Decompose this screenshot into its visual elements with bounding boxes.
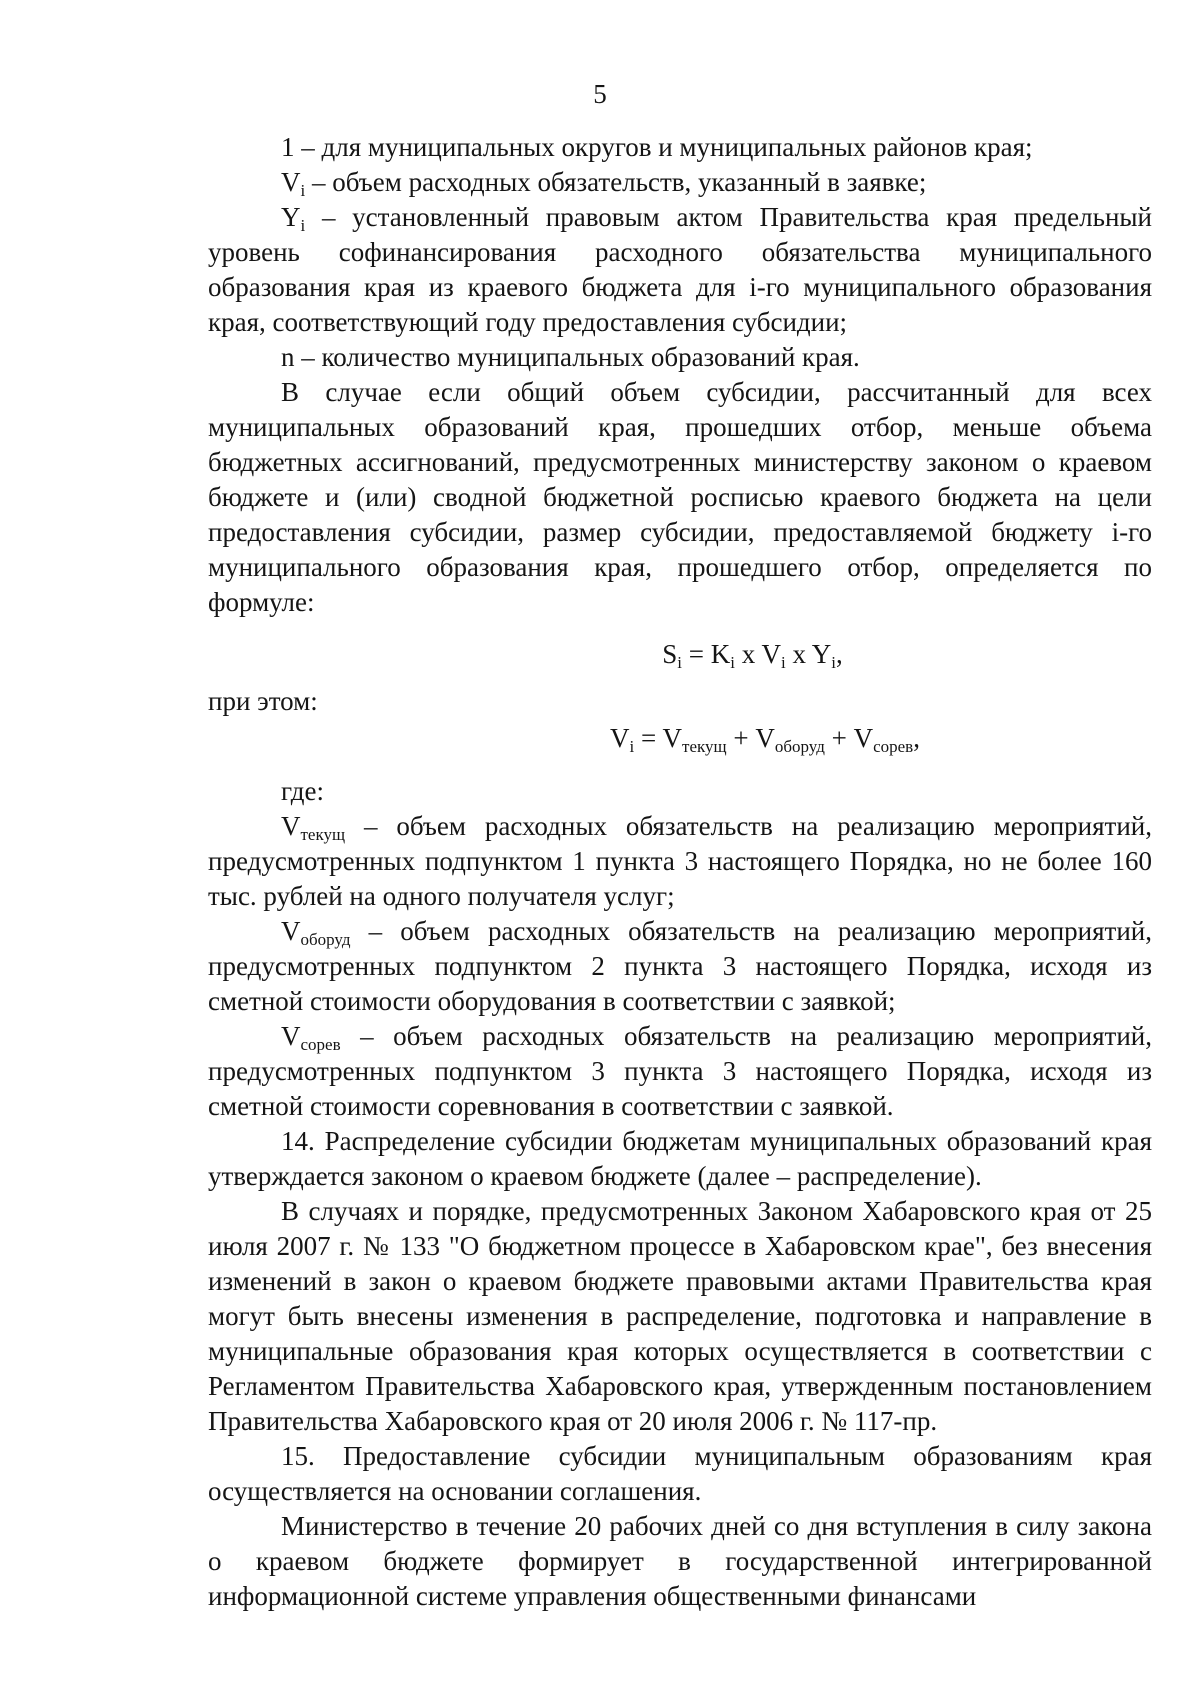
formula-v: x V [735,639,782,669]
formula-s: S [662,639,678,669]
yi-text: – установленный правовым актом Правительства края предельный уровень софинансирования расходного обязательства муниципального образования края из краевого бюджета для i-го муниципального образования края, соответствующий году предоставления субсидии; [208,202,1152,337]
paragraph-yi-definition [208,200,1152,340]
yi-symbol: Y [281,202,301,232]
paragraph-n-definition: n – количество муниципальных образований края. [281,342,860,372]
formula-v-sub: i [781,653,786,672]
page-number: 5 [593,79,607,109]
paragraph-15: 15. Предоставление субсидии муниципальным образованиям края осуществляется на основании соглашения. [208,1441,1152,1506]
vobo-symbol: V [281,916,301,946]
formula2-v: V [610,723,630,753]
vsor-subscript: сорев [300,1035,341,1054]
vi-subscript: i [300,181,306,200]
paragraph-14-cases: В случаях и порядке, предусмотренных Законом Хабаровского края от 25 июля 2007 г. № 133 "О бюджетном процессе в Хабаровском крае", без внесения изменений в закон о краевом бюджете правовыми актами Правительства края могут быть внесены изменения в распределение, подготовка и направление в муниципальные образования края которых осуществляется в соответствии с Регламентом Правительства Хабаровского края, утвержденным постановлением Правительства Хабаровского края от 20 июля 2006 г. № 117-пр. [208,1196,1152,1436]
vtek-text: – объем расходных обязательств на реализацию мероприятий, предусмотренных подпунктом 1 пункта 3 настоящего Порядка, но не более 160 тыс. рублей на одного получателя услуг; [208,811,1152,911]
formula2-vsor-sub: сорев [873,737,914,756]
paragraph-coefficient-one: 1 – для муниципальных округов и муниципальных районов края; [281,132,1033,162]
paragraph-15-ministry: Министерство в течение 20 рабочих дней со дня вступления в силу закона о краевом бюджете формирует в государственной интегрированной информационной системе управления общественными финансами [208,1511,1152,1611]
vi-symbol: V [281,167,301,197]
formula-k: = K [682,639,731,669]
formula-y-sub: i [831,653,836,672]
paragraph-v-sorev [208,1019,1152,1124]
formula2-v-sub: i [629,737,635,756]
yi-subscript: i [300,216,306,235]
paragraph-vi-definition [208,165,1152,200]
vobo-subscript: оборуд [300,930,351,949]
formula2-vsor: + V [824,723,874,753]
formula2-vobo: + V [726,723,775,753]
document-body [208,130,1152,1614]
paragraph-v-tekushch [208,809,1152,914]
vsor-text: – объем расходных обязательств на реализацию мероприятий, предусмотренных подпунктом 3 пункта 3 настоящего Порядка, исходя из сметной стоимости соревнования в соответствии с заявкой. [208,1021,1152,1121]
formula2-vtek-sub: текущ [682,737,727,756]
vsor-symbol: V [281,1021,301,1051]
paragraph-pri-etom: при этом: [208,686,318,716]
formula-tail: , [835,639,843,669]
formula-volume [208,721,1152,756]
paragraph-gde: где: [281,776,324,806]
paragraph-v-oborud [208,914,1152,1019]
formula-y: x Y [785,639,832,669]
vtek-symbol: V [281,811,301,841]
vi-text: – объем расходных обязательств, указанный в заявке; [305,167,927,197]
formula-subsidy [208,637,1152,672]
formula-s-sub: i [677,653,683,672]
formula2-vtek: = V [634,723,683,753]
vtek-subscript: текущ [300,825,346,844]
paragraph-case: В случае если общий объем субсидии, рассчитанный для всех муниципальных образований края, прошедших отбор, меньше объема бюджетных ассигнований, предусмотренных министерству законом о краевом бюджете и (или) сводной бюджетной росписью краевого бюджета на цели предоставления субсидии, размер субсидии, предоставляемой бюджету i-го муниципального образования края, прошедшего отбор, определяется по формуле: [208,377,1152,617]
vobo-text: – объем расходных обязательств на реализацию мероприятий, предусмотренных подпунктом 2 пункта 3 настоящего Порядка, исходя из сметной стоимости оборудования в соответствии с заявкой; [208,916,1152,1016]
formula-k-sub: i [730,653,735,672]
paragraph-14: 14. Распределение субсидии бюджетам муниципальных образований края утверждается законом о краевом бюджете (далее – распределение). [208,1126,1152,1191]
formula2-vobo-sub: оборуд [774,737,825,756]
formula2-tail: , [913,723,920,753]
